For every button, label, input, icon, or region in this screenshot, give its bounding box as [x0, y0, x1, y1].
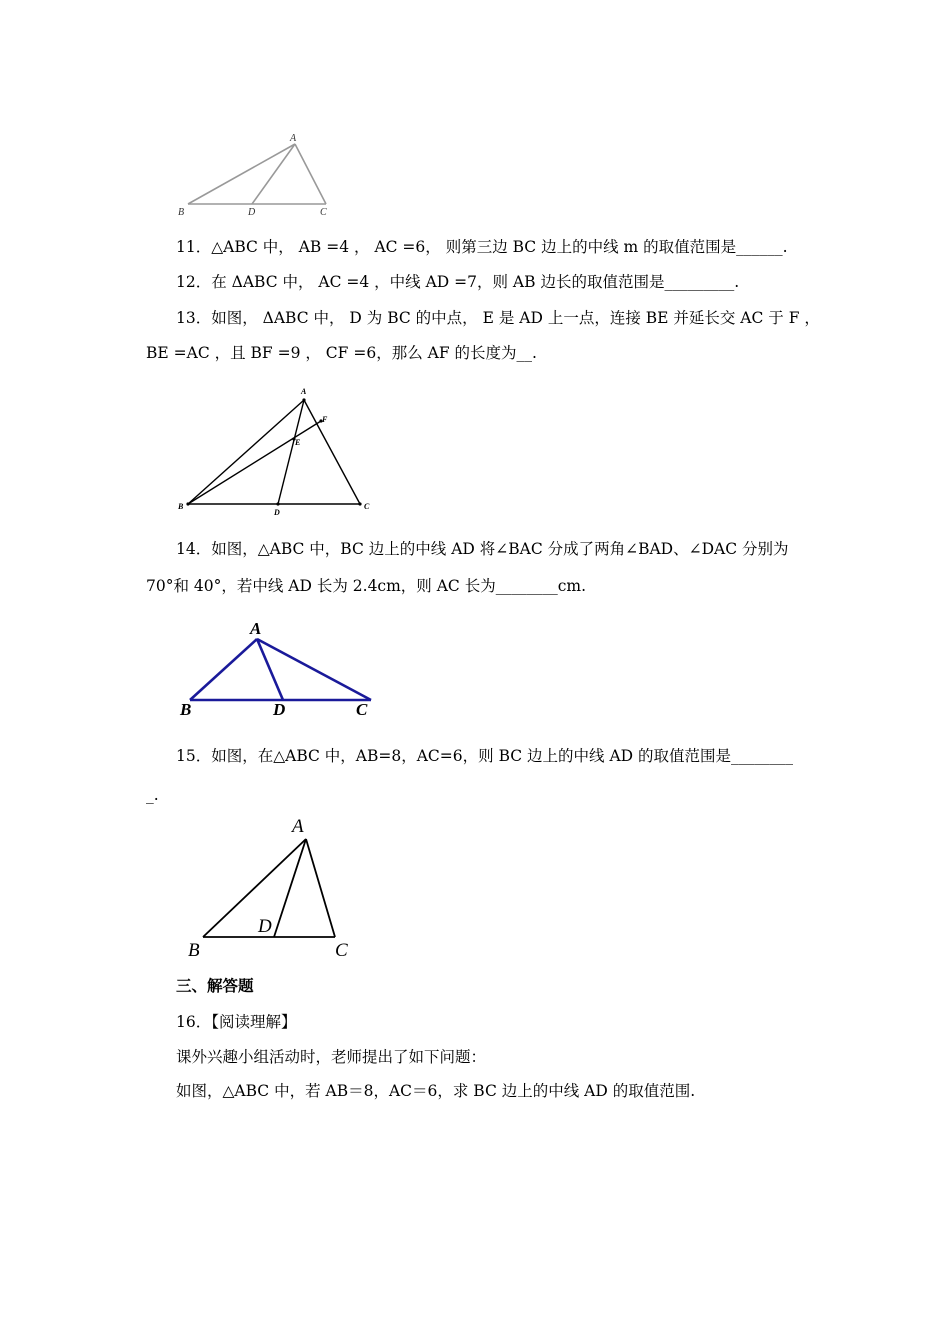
label-a: A: [250, 619, 262, 638]
label-a: A: [292, 816, 304, 837]
label-d: D: [274, 508, 280, 517]
question-15-line2: _.: [146, 786, 159, 804]
question-14-line2: 70°和 40°，若中线 AD 长为 2.4cm，则 AC 长为________cm.: [146, 577, 587, 595]
question-13-line2: BE =AC ，且 BF =9 ， CF =6，那么 AF 的长度为__.: [146, 344, 537, 362]
figure-triangle-11: [170, 128, 340, 224]
label-a: A: [290, 133, 297, 144]
question-14-line1: 14．如图，△ABC 中，BC 边上的中线 AD 将∠BAC 分成了两角∠BAD、∠DAC 分别为: [176, 540, 789, 558]
label-b: B: [178, 502, 184, 511]
question-15-line1: 15．如图，在△ABC 中，AB=8，AC=6，则 BC 边上的中线 AD 的取值范围是________: [176, 747, 794, 765]
question-16-line1: 课外兴趣小组活动时，老师提出了如下问题：: [176, 1048, 487, 1066]
label-b: B: [180, 700, 192, 719]
label-b: B: [178, 207, 185, 218]
question-16-line2: 如图，△ABC 中，若 AB＝8，AC＝6，求 BC 边上的中线 AD 的取值范围.: [176, 1082, 696, 1100]
label-c: C: [356, 700, 368, 719]
question-16-title: 16．【阅读理解】: [176, 1013, 297, 1031]
section-heading: 三、解答题: [176, 976, 254, 995]
label-c: C: [320, 207, 327, 218]
label-c: C: [364, 502, 370, 511]
label-e: E: [295, 438, 301, 447]
label-a: A: [301, 387, 307, 396]
label-d: D: [258, 916, 272, 937]
label-c: C: [335, 940, 348, 961]
label-d: D: [248, 207, 256, 218]
figure-triangle-15: [170, 812, 370, 962]
figure-triangle-13: [170, 382, 380, 522]
question-11: 11．△ABC 中， AB =4 ， AC =6， 则第三边 BC 边上的中线 m 的取值范围是______.: [176, 238, 788, 256]
question-13-line1: 13．如图， ΔABC 中， D 为 BC 的中点， E 是 AD 上一点，连接 BE 并延长交 AC 于 F ，: [176, 309, 820, 327]
label-d: D: [273, 700, 286, 719]
label-f: F: [322, 415, 328, 424]
question-12: 12．在 ΔABC 中， AC =4 ，中线 AD =7，则 AB 边长的取值范围是_________.: [176, 273, 740, 291]
figure-triangle-14: [170, 614, 385, 720]
label-b: B: [188, 940, 200, 961]
